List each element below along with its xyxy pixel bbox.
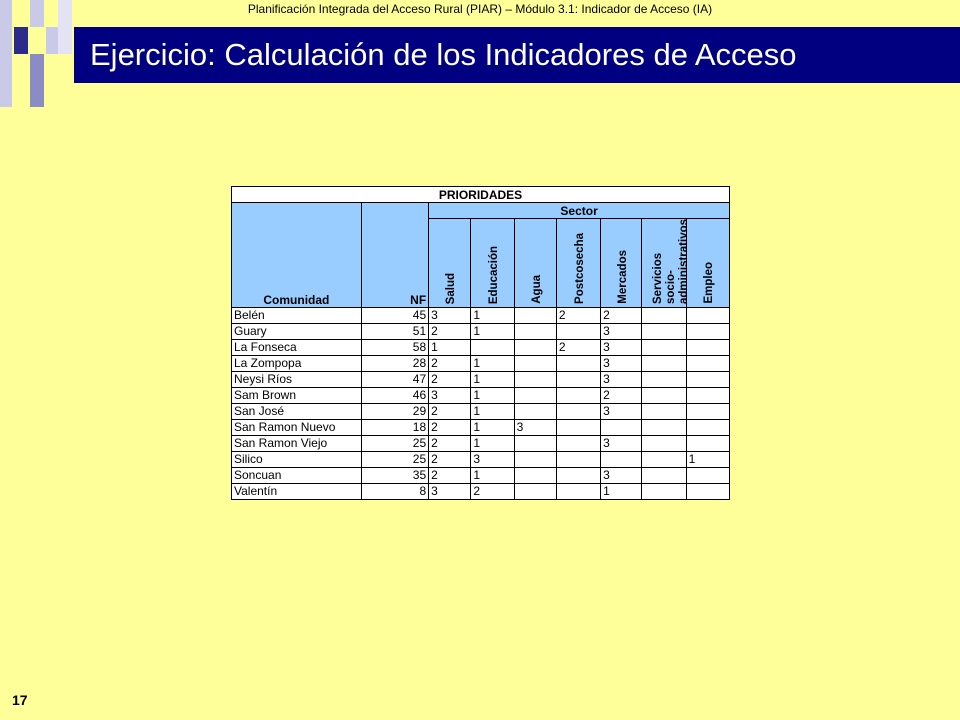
table-row (232, 339, 730, 355)
slide-title: Ejercicio: Calculación de los Indicadores de Acceso (90, 37, 797, 72)
nf-cell: 25 (361, 451, 428, 467)
priority-cell: 3 (471, 451, 514, 467)
table-row (232, 483, 730, 499)
priority-cell: 2 (601, 387, 642, 403)
sector-col-header: Servicios socio-administrativos (642, 219, 686, 308)
priority-cell: 1 (471, 467, 514, 483)
priority-cell (471, 339, 514, 355)
priority-cell: 2 (601, 307, 642, 323)
nf-cell: 29 (361, 403, 428, 419)
priority-cell (514, 483, 556, 499)
sector-col-header: Mercados (601, 219, 642, 308)
sector-col-header: Agua (514, 219, 556, 308)
priority-cell: 1 (471, 419, 514, 435)
priority-cell: 3 (429, 483, 471, 499)
priority-cell (556, 435, 600, 451)
priorities-table (231, 186, 730, 500)
comunidad-cell: La Zompopa (232, 355, 362, 371)
priority-cell: 2 (429, 355, 471, 371)
priority-cell (686, 467, 729, 483)
priority-cell: 1 (471, 403, 514, 419)
priority-cell (556, 387, 600, 403)
priority-cell: 1 (429, 339, 471, 355)
priority-cell: 1 (471, 307, 514, 323)
nf-cell: 58 (361, 339, 428, 355)
priority-cell (514, 403, 556, 419)
nf-cell: 25 (361, 435, 428, 451)
priority-cell (556, 419, 600, 435)
table-row (232, 451, 730, 467)
nf-cell: 28 (361, 355, 428, 371)
priority-cell (686, 355, 729, 371)
nf-cell: 18 (361, 419, 428, 435)
priority-cell: 2 (429, 371, 471, 387)
comunidad-cell: Valentín (232, 483, 362, 499)
comunidad-header: Comunidad (232, 203, 362, 308)
page-number: 17 (12, 692, 28, 708)
table-row (232, 387, 730, 403)
table-row (232, 323, 730, 339)
priority-cell (514, 355, 556, 371)
priority-cell: 2 (429, 467, 471, 483)
priority-cell (514, 451, 556, 467)
priority-cell: 2 (429, 323, 471, 339)
priority-cell (514, 435, 556, 451)
sector-col-header: Salud (429, 219, 471, 308)
priority-cell (642, 355, 686, 371)
priority-cell (686, 323, 729, 339)
priority-cell: 1 (471, 435, 514, 451)
comunidad-cell: La Fonseca (232, 339, 362, 355)
priority-cell: 1 (601, 483, 642, 499)
nf-cell: 45 (361, 307, 428, 323)
sector-header: Sector (429, 203, 730, 219)
priority-cell: 3 (429, 387, 471, 403)
comunidad-cell: Silico (232, 451, 362, 467)
priority-cell: 2 (556, 307, 600, 323)
priority-cell: 2 (471, 483, 514, 499)
comunidad-cell: San José (232, 403, 362, 419)
priority-cell: 3 (601, 403, 642, 419)
priority-cell: 3 (601, 339, 642, 355)
priority-cell: 1 (471, 323, 514, 339)
title-bar (74, 27, 960, 83)
comunidad-cell: Neysi Ríos (232, 371, 362, 387)
priority-cell (514, 467, 556, 483)
priority-cell (686, 387, 729, 403)
priority-cell (514, 323, 556, 339)
priority-cell (601, 451, 642, 467)
priority-cell: 3 (601, 355, 642, 371)
comunidad-cell: San Ramon Viejo (232, 435, 362, 451)
sector-col-header: Postcosecha (556, 219, 600, 308)
priority-cell: 2 (429, 419, 471, 435)
priority-cell (556, 483, 600, 499)
table-row (232, 307, 730, 323)
priority-cell (642, 483, 686, 499)
priority-cell: 2 (429, 435, 471, 451)
priority-cell (556, 323, 600, 339)
priority-cell: 1 (471, 355, 514, 371)
priority-cell: 3 (601, 467, 642, 483)
priority-cell (686, 371, 729, 387)
table-row (232, 355, 730, 371)
priority-cell (556, 451, 600, 467)
priority-cell (642, 435, 686, 451)
nf-cell: 46 (361, 387, 428, 403)
table-row (232, 403, 730, 419)
priority-cell (642, 467, 686, 483)
table-row (232, 371, 730, 387)
table-row (232, 467, 730, 483)
priority-cell: 2 (429, 451, 471, 467)
comunidad-cell: Guary (232, 323, 362, 339)
priority-cell: 3 (601, 371, 642, 387)
table-body (232, 307, 730, 499)
priority-cell (642, 403, 686, 419)
priority-cell (556, 355, 600, 371)
nf-cell: 8 (361, 483, 428, 499)
priority-cell (514, 371, 556, 387)
priority-cell (686, 403, 729, 419)
priority-cell (642, 451, 686, 467)
priority-cell (686, 483, 729, 499)
priority-cell (686, 307, 729, 323)
priority-cell (556, 403, 600, 419)
priority-cell: 3 (601, 435, 642, 451)
priority-cell (686, 435, 729, 451)
priority-cell (601, 419, 642, 435)
priority-cell (686, 419, 729, 435)
nf-cell: 47 (361, 371, 428, 387)
priority-cell (514, 307, 556, 323)
decor-square (30, 54, 44, 107)
sector-col-header: Empleo (686, 219, 729, 308)
decor-square (14, 27, 28, 54)
nf-cell: 51 (361, 323, 428, 339)
priority-cell (642, 387, 686, 403)
comunidad-cell: Sam Brown (232, 387, 362, 403)
priority-cell (556, 371, 600, 387)
priority-cell: 1 (471, 387, 514, 403)
header-subtitle: Planificación Integrada del Acceso Rural (PIAR) – Módulo 3.1: Indicador de Acceso (IA) (247, 2, 713, 16)
comunidad-cell: Belén (232, 307, 362, 323)
priority-cell (642, 339, 686, 355)
priority-cell (642, 419, 686, 435)
priority-cell: 3 (514, 419, 556, 435)
priority-cell (642, 323, 686, 339)
priority-cell (514, 339, 556, 355)
priority-cell: 1 (471, 371, 514, 387)
sector-col-header: Educación (471, 219, 514, 308)
priority-cell (686, 339, 729, 355)
priority-cell (556, 467, 600, 483)
table-title: PRIORIDADES (232, 187, 730, 203)
comunidad-cell: San Ramon Nuevo (232, 419, 362, 435)
priority-cell: 2 (556, 339, 600, 355)
priority-cell (642, 371, 686, 387)
priority-cell: 1 (686, 451, 729, 467)
nf-header: NF (361, 203, 428, 308)
priority-cell: 3 (429, 307, 471, 323)
table-row (232, 419, 730, 435)
priority-cell (514, 387, 556, 403)
priority-cell (642, 307, 686, 323)
table-row (232, 435, 730, 451)
nf-cell: 35 (361, 467, 428, 483)
priority-cell: 3 (601, 323, 642, 339)
priority-cell: 2 (429, 403, 471, 419)
comunidad-cell: Soncuan (232, 467, 362, 483)
